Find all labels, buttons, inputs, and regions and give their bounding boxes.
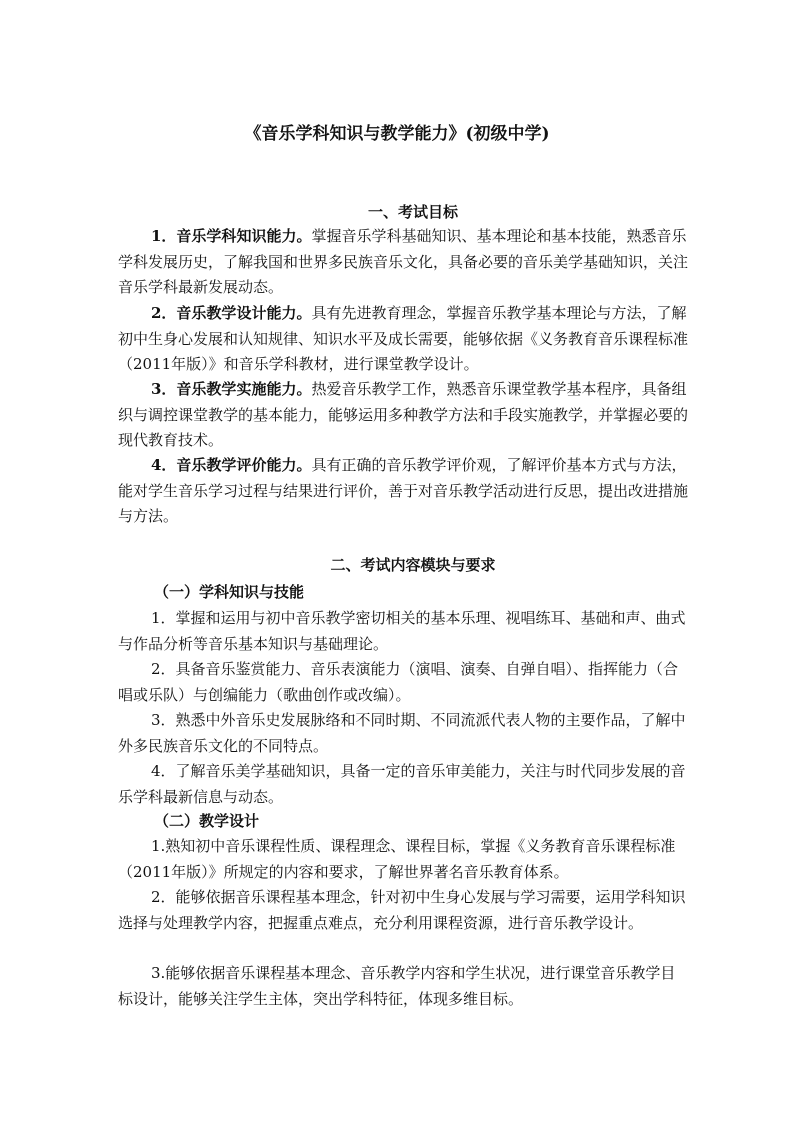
knowledge-item-1: 1．掌握和运用与初中音乐教学密切相关的基本乐理、视唱练耳、基础和声、曲式与作品分析等音乐基本知识与基础理论。 (118, 609, 686, 653)
objective-text-3: 热爱音乐教学工作，熟悉音乐课堂教学基本程序，具备组织与调控课堂教学的基本能力，能够运用多种教学方法和手段实施教学，并掌握必要的现代教育技术。 (118, 380, 689, 449)
knowledge-item-4: 4．了解音乐美学基础知识，具备一定的音乐审美能力，关注与时代同步发展的音乐学科最新信息与动态。 (118, 762, 686, 806)
objective-text-1: 掌握音乐学科基础知识、基本理论和基本技能，熟悉音乐学科发展历史，了解我国和世界多民族音乐文化，具备必要的音乐美学基础知识，关注音乐学科最新发展动态。 (118, 227, 689, 296)
objective-text-2: 具有先进教育理念，掌握音乐教学基本理论与方法，了解初中生身心发展和认知规律、知识水平及成长需要，能够依据《义务教育音乐课程标准（2011年版）》和音乐学科教材，进行课堂教学设计。 (118, 304, 689, 373)
objective-text-4: 具有正确的音乐教学评价观，了解评价基本方式与方法，能对学生音乐学习过程与结果进行评价，善于对音乐教学活动进行反思，提出改进措施与方法。 (118, 456, 689, 525)
document-title: 《音乐学科知识与教学能力》(初级中学) (244, 124, 550, 144)
objective-paragraph-3 (118, 377, 690, 454)
section-heading-exam-objectives: 一、考试目标 (367, 203, 458, 221)
objective-paragraph-2 (118, 301, 690, 378)
subsection-heading-teaching-design: （二）教学设计 (154, 812, 260, 830)
objective-paragraph-1 (118, 224, 690, 301)
subsection-heading-knowledge-skills: （一）学科知识与技能 (154, 583, 305, 601)
design-item-3: 3.能够依据音乐课程基本理念、音乐教学内容和学生状况，进行课堂音乐教学目标设计，能够关注学生主体，突出学科特征，体现多维目标。 (118, 964, 676, 1008)
knowledge-item-3: 3．熟悉中外音乐史发展脉络和不同时期、不同流派代表人物的主要作品，了解中外多民族音乐文化的不同特点。 (118, 711, 686, 755)
objective-lead-3: 3．音乐教学实施能力。 (151, 380, 312, 398)
objective-lead-1: 1．音乐学科知识能力。 (151, 227, 312, 245)
design-item-1: 1.熟知初中音乐课程性质、课程理念、课程目标，掌握《义务教育音乐课程标准（2011年版）》所规定的内容和要求，了解世界著名音乐教育体系。 (118, 837, 676, 881)
objective-lead-4: 4．音乐教学评价能力。 (151, 456, 312, 474)
objective-lead-2: 2．音乐教学设计能力。 (151, 304, 312, 322)
section-heading-content-modules: 二、考试内容模块与要求 (330, 556, 496, 574)
knowledge-item-2: 2．具备音乐鉴赏能力、音乐表演能力（演唱、演奏、自弹自唱）、指挥能力（合唱或乐队）与创编能力（歌曲创作或改编）。 (118, 660, 679, 704)
design-item-2: 2．能够依据音乐课程基本理念，针对初中生身心发展与学习需要，运用学科知识选择与处理教学内容，把握重点难点，充分利用课程资源，进行音乐教学设计。 (118, 888, 686, 932)
objective-paragraph-4 (118, 453, 690, 530)
